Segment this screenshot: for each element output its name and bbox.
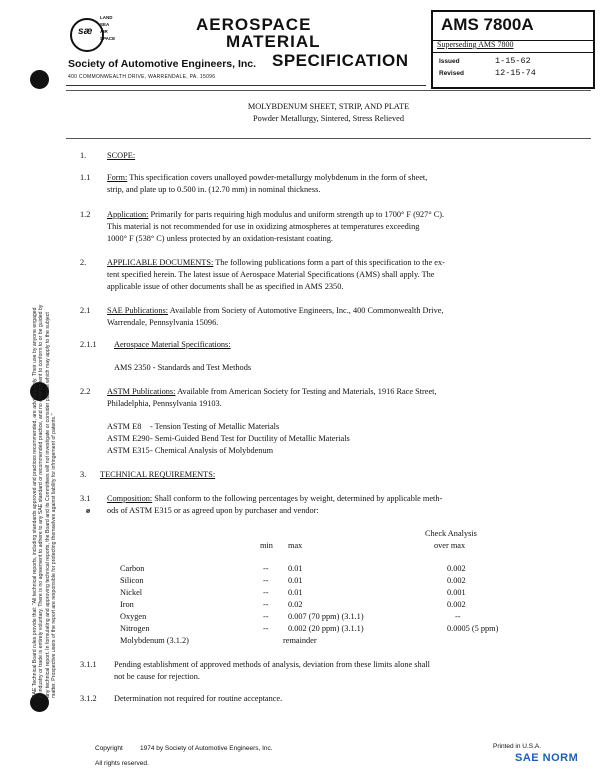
element-name: Nitrogen <box>120 624 150 633</box>
spec-number: AMS 7800A <box>441 15 534 34</box>
section-3-1-margin-mark: ø <box>86 506 91 515</box>
min-value: -- <box>263 624 269 633</box>
astm-ref-title: - Chemical Analysis of Molybdenum <box>150 446 274 455</box>
section-2-head: APPLICABLE DOCUMENTS: <box>107 258 214 267</box>
section-3-1-line2: ods of ASTM E315 or as agreed upon by purchaser and vendor: <box>107 506 319 515</box>
rights-text: All rights reserved. <box>95 760 149 767</box>
logo-word: AIR <box>100 29 108 34</box>
element-name: Carbon <box>120 564 145 573</box>
revised-label: Revised <box>439 70 464 77</box>
issued-label: Issued <box>439 58 460 65</box>
doc-title-rule-top <box>66 90 591 91</box>
section-3-1-1-num: 3.1.1 <box>80 660 97 669</box>
section-2-1-1-num: 2.1.1 <box>80 340 97 349</box>
spec-number-box <box>431 10 595 41</box>
section-2-1-line2: Warrendale, Pennsylvania 15096. <box>107 318 219 327</box>
disclaimer-line: matter. Prospective users of the report are responsible for protecting themselves against liability for infringement of patents." <box>51 413 58 698</box>
section-2-2-num: 2.2 <box>80 387 91 396</box>
section-3-1-1-line2: not be cause for rejection. <box>114 672 200 681</box>
min-value: -- <box>263 612 269 621</box>
section-3-1-num: 3.1 <box>80 494 91 503</box>
max-value: 0.01 <box>288 588 303 597</box>
element-name: Oxygen <box>120 612 147 621</box>
section-1-2-text: Primarily for parts requiring high modulus and uniform strength up to 1700° F (927° C). <box>148 210 445 219</box>
sae-logo <box>70 12 114 58</box>
col-max-head: max <box>288 541 303 550</box>
max-value: remainder <box>283 636 317 645</box>
section-2-1-1-item: AMS 2350 - Standards and Test Methods <box>114 363 252 372</box>
section-3-1-text: Shall conform to the following percentages by weight, determined by applicable meth- <box>152 494 443 503</box>
section-1-title: SCOPE: <box>107 151 136 160</box>
min-value: -- <box>263 576 269 585</box>
sae-disclaimer-vertical <box>32 128 58 698</box>
disclaimer-line: in industry or trade is entirely voluntary. There is no agreement to adhere to any SAE standard or recommended practice, and no commitment to conform to or be guided by <box>38 304 45 698</box>
section-2-num: 2. <box>80 258 87 267</box>
astm-ref-code: ASTM E315 <box>107 446 150 455</box>
title-aerospace: AEROSPACE <box>196 15 312 34</box>
title-specification: SPECIFICATION <box>272 51 409 70</box>
header-left <box>66 10 426 90</box>
section-2-line1 <box>107 257 445 269</box>
section-2-2-head: ASTM Publications: <box>107 387 176 396</box>
logo-monogram: sæ <box>78 26 93 37</box>
section-3-num: 3. <box>80 470 87 479</box>
doc-title-line2: Powder Metallurgy, Sintered, Stress Relieved <box>253 114 404 123</box>
section-2-1-line1 <box>107 305 444 317</box>
section-2-2-line2: Philadelphia, Pennsylvania 19103. <box>107 399 222 408</box>
check-value: 0.002 <box>447 576 466 585</box>
col-min-head: min <box>260 541 273 550</box>
min-value: -- <box>263 600 269 609</box>
max-value: 0.01 <box>288 576 303 585</box>
section-1-2-num: 1.2 <box>80 210 91 219</box>
dates-box <box>431 52 595 89</box>
revised-value: 12-15-74 <box>495 68 536 78</box>
section-1-2-line2: This material is not recommended for use in oxidizing atmospheres at temperatures exceeding <box>107 222 420 231</box>
check-analysis-head: Check Analysis <box>425 529 477 538</box>
section-3-1-2-num: 3.1.2 <box>80 694 97 703</box>
check-value: 0.002 <box>447 564 466 573</box>
section-2-line2: tent specified herein. The latest issue of Aerospace Material Specifications (AMS) shall apply. The <box>107 270 435 279</box>
supersedes-box <box>431 40 595 52</box>
disclaimer-line: any technical report. In formulating and approving technical reports, the Board and its Committees will not investigate or consider patents which may apply to the subject <box>44 312 51 698</box>
logo-word: LAND <box>100 15 113 20</box>
min-value: -- <box>263 588 269 597</box>
element-name: Nickel <box>120 588 143 597</box>
disclaimer-line: SAE Technical Board rules provide that: "All technical reports, including standards approved and practices recommended, are advisory only. Their use by anyone engaged <box>32 307 38 698</box>
section-1-1-line1 <box>107 172 427 184</box>
section-1-2-head: Application: <box>107 210 149 219</box>
section-3-title: TECHNICAL REQUIREMENTS: <box>100 470 216 479</box>
section-2-text: The following publications form a part of this specification to the ex- <box>213 258 445 267</box>
check-value: 0.002 <box>447 600 466 609</box>
logo-word: SEA <box>100 22 110 27</box>
section-2-1-text: Available from Society of Automotive Engineers, Inc., 400 Commonwealth Drive, <box>168 306 444 315</box>
section-2-line3: applicable issue of other documents shall be as specified in AMS 2350. <box>107 282 344 291</box>
max-value: 0.01 <box>288 564 303 573</box>
issued-value: 1-15-62 <box>495 56 531 66</box>
section-1-1-text: This specification covers unalloyed powder-metallurgy molybdenum in the form of sheet, <box>127 173 428 182</box>
logo-circle-icon <box>70 18 104 52</box>
section-2-1-head: SAE Publications: <box>107 306 169 315</box>
section-3-1-head: Composition: <box>107 494 153 503</box>
section-1-num: 1. <box>80 151 87 160</box>
logo-words <box>100 14 115 42</box>
section-1-2-line3: 1000° F (538° C) unless protected by an oxidation-resistant coating. <box>107 234 334 243</box>
check-value: 0.001 <box>447 588 466 597</box>
check-analysis-subhead: over max <box>434 541 466 550</box>
copyright-label: Copyright <box>95 745 123 752</box>
section-2-1-num: 2.1 <box>80 306 91 315</box>
element-name: Silicon <box>120 576 144 585</box>
section-3-1-2-text: Determination not required for routine acceptance. <box>114 694 283 703</box>
section-1-1-head: Form: <box>107 173 128 182</box>
max-value: 0.007 (70 ppm) (3.1.1) <box>288 612 364 621</box>
astm-ref-code: ASTM E290 <box>107 434 150 443</box>
title-material: MATERIAL <box>226 32 321 51</box>
element-name: Iron <box>120 600 134 609</box>
section-3-1-1-line1: Pending establishment of approved methods of analysis, deviation from these limits alone shall <box>114 660 430 669</box>
section-1-1-line2: strip, and plate up to 0.500 in. (12.70 mm) in nominal thickness. <box>107 185 321 194</box>
supersedes-text: Superseding AMS 7800 <box>437 40 514 49</box>
max-value: 0.002 (20 ppm) (3.1.1) <box>288 624 364 633</box>
section-1-2-line1 <box>107 209 444 221</box>
section-3-1-line1 <box>107 493 442 505</box>
doc-title-line1: MOLYBDENUM SHEET, STRIP, AND PLATE <box>247 102 410 111</box>
section-1-1-num: 1.1 <box>80 173 91 182</box>
max-value: 0.02 <box>288 600 303 609</box>
logo-word: SPACE <box>100 36 116 41</box>
check-value: 0.0005 (5 ppm) <box>447 624 499 633</box>
copyright-text: 1974 by Society of Automotive Engineers, Inc. <box>140 745 273 752</box>
astm-ref-title: - Semi-Guided Bend Test for Ductility of Metallic Materials <box>150 434 350 443</box>
org-name: Society of Automotive Engineers, Inc. <box>68 58 257 70</box>
punch-hole-top <box>30 70 49 89</box>
printed-in-usa: Printed in U.S.A. <box>493 743 542 750</box>
org-address: 400 COMMONWEALTH DRIVE, WARRENDALE, PA. 15096 <box>68 74 216 80</box>
header-rule <box>66 85 426 86</box>
check-value: -- <box>455 612 461 621</box>
min-value: -- <box>263 564 269 573</box>
section-2-2-line1 <box>107 386 437 398</box>
section-2-2-text: Available from American Society for Testing and Materials, 1916 Race Street, <box>175 387 437 396</box>
element-name: Molybdenum (3.1.2) <box>120 636 189 645</box>
astm-ref-code: ASTM E8 <box>107 422 142 431</box>
doc-title-rule-bottom <box>66 138 591 139</box>
astm-ref-title: - Tension Testing of Metallic Materials <box>150 422 280 431</box>
section-2-1-1-head: Aerospace Material Specifications: <box>114 340 231 349</box>
sae-norm-watermark: SAE NORM <box>515 752 579 764</box>
